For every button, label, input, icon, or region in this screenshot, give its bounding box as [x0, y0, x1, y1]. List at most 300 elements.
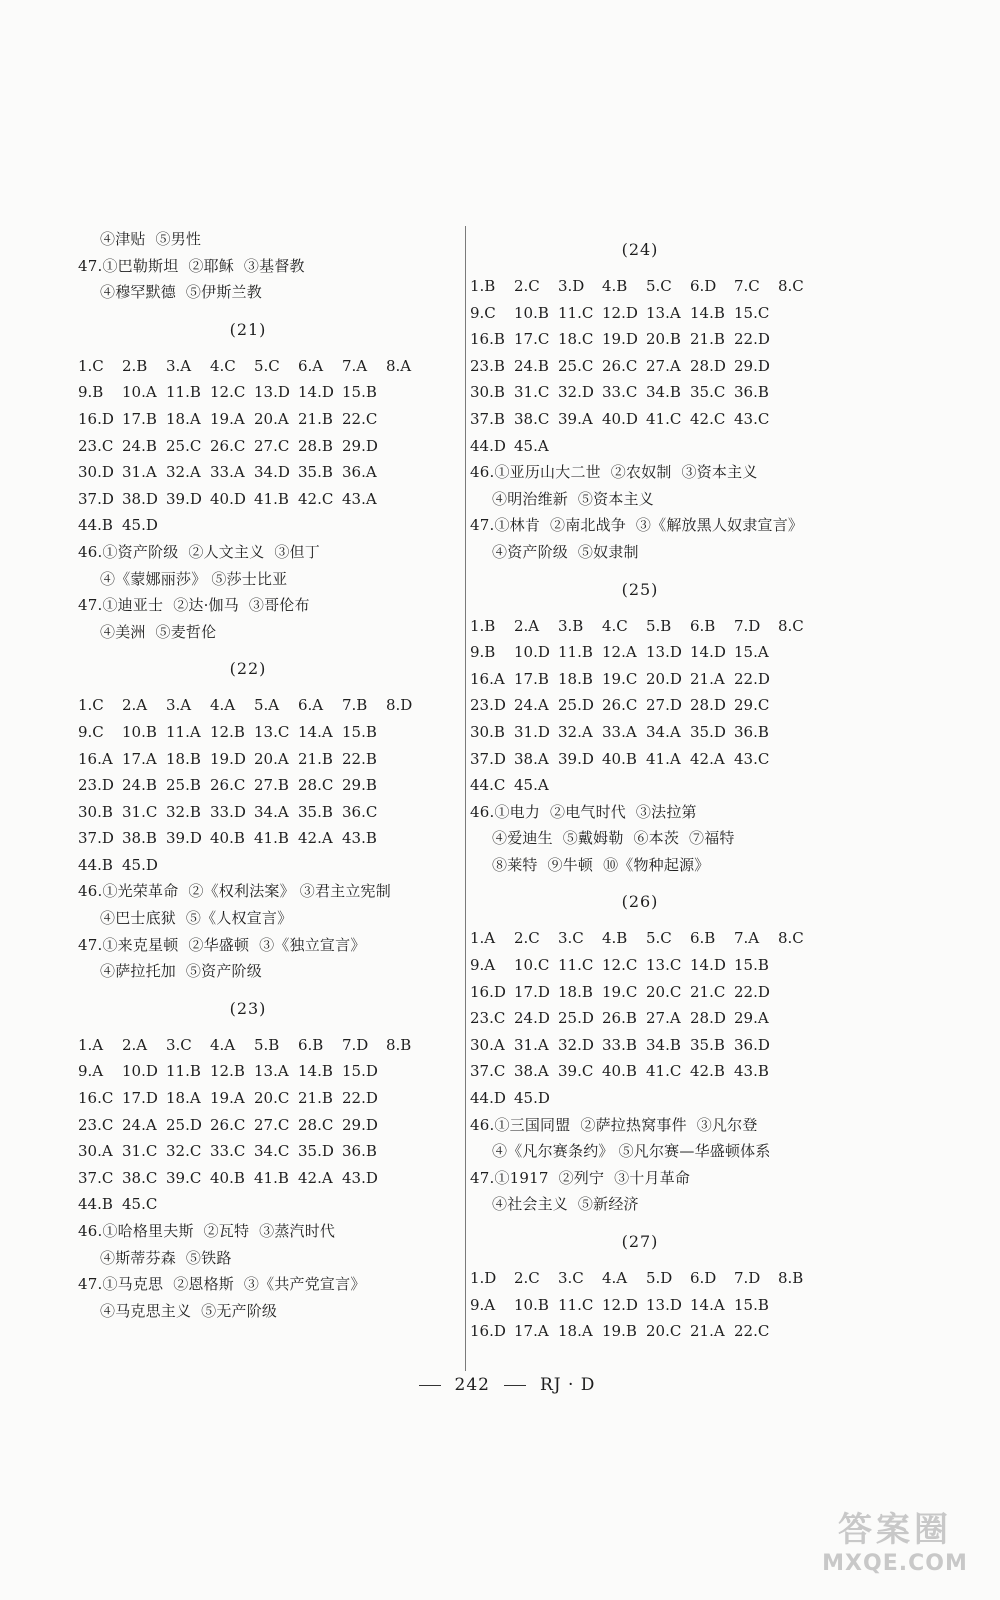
answer-grid [78, 692, 463, 878]
answer-cell: 1.A [78, 1035, 104, 1054]
answer-cell: 33.D [210, 802, 246, 821]
answer-cell: 39.C [166, 1168, 202, 1187]
answer-cell: 31.A [514, 1035, 549, 1054]
answer-cell: 4.B [602, 929, 628, 948]
answer-cell: 12.B [210, 722, 245, 741]
answer-cell: 37.B [470, 409, 505, 428]
answer-cell: 6.A [298, 696, 324, 715]
answer-line: 47.①马克思 ②恩格斯 ③《共产党宣言》 [78, 1275, 366, 1294]
answer-cell: 1.A [470, 929, 496, 948]
answer-cell: 7.B [342, 696, 368, 715]
answer-cell: 35.C [690, 383, 726, 402]
answer-cell: 2.B [122, 356, 148, 375]
answer-cell: 26.C [602, 356, 638, 375]
answer-cell: 23.C [78, 436, 114, 455]
answer-cell: 14.D [690, 956, 726, 975]
answer-cell: 34.B [646, 1035, 681, 1054]
answer-cell: 40.B [210, 1168, 245, 1187]
answer-line: ④巴士底狱 ⑤《人权宣言》 [100, 909, 293, 928]
answer-cell: 25.C [558, 356, 594, 375]
answer-cell: 24.A [122, 1115, 157, 1134]
answer-row [78, 799, 463, 826]
answer-line: ④社会主义 ⑤新经济 [492, 1195, 639, 1214]
answer-cell: 44.B [78, 1195, 113, 1214]
answer-cell: 4.C [602, 616, 628, 635]
answer-cell: 45.A [514, 776, 549, 795]
answer-cell: 6.B [298, 1035, 324, 1054]
answer-cell: 42.A [690, 749, 725, 768]
answer-cell: 4.A [210, 1035, 236, 1054]
answer-row [470, 1032, 870, 1059]
answer-row [470, 1318, 870, 1345]
answer-cell: 32.D [558, 1035, 594, 1054]
answer-cell: 42.B [690, 1062, 725, 1081]
answer-line: ⑧莱特 ⑨牛顿 ⑩《物种起源》 [492, 855, 710, 874]
answer-cell: 16.A [470, 669, 505, 688]
answer-row [78, 379, 463, 406]
answer-row [470, 300, 870, 327]
answer-cell: 22.D [734, 982, 770, 1001]
answer-cell: 39.C [558, 1062, 594, 1081]
answer-cell: 16.C [78, 1089, 114, 1108]
answer-cell: 13.D [254, 383, 290, 402]
answer-cell: 1.C [78, 696, 104, 715]
answer-cell: 8.B [778, 1269, 804, 1287]
answer-row [470, 613, 870, 640]
answer-row [78, 1165, 463, 1192]
answer-cell: 1.D [470, 1269, 497, 1287]
answer-cell: 36.D [734, 1035, 770, 1054]
answer-line: 47.①巴勒斯坦 ②耶稣 ③基督教 [78, 256, 305, 275]
answer-cell: 25.C [166, 436, 202, 455]
answer-cell: 35.B [298, 802, 333, 821]
answer-cell: 13.A [254, 1062, 289, 1081]
answer-cell: 37.D [78, 829, 114, 848]
answer-cell: 17.D [122, 1089, 158, 1108]
answer-row [470, 772, 870, 799]
answer-cell: 18.C [558, 330, 594, 349]
answer-cell: 2.C [514, 929, 540, 948]
answer-cell: 40.D [602, 409, 638, 428]
answer-cell: 24.D [514, 1009, 550, 1028]
answer-cell: 35.B [690, 1035, 725, 1054]
answer-row [470, 379, 870, 406]
answer-line: 47.①1917 ②列宁 ③十月革命 [470, 1168, 691, 1187]
answer-cell: 11.C [558, 303, 594, 322]
answer-cell: 24.B [122, 776, 157, 795]
answer-cell: 9.C [78, 722, 104, 741]
answer-cell: 36.B [734, 383, 769, 402]
answer-cell: 14.D [690, 643, 726, 662]
answer-cell: 5.A [254, 696, 280, 715]
answer-cell: 20.A [254, 409, 289, 428]
answer-cell: 44.C [470, 776, 506, 795]
answer-row [78, 459, 463, 486]
answer-cell: 28.D [690, 356, 726, 375]
answer-cell: 29.A [734, 1009, 769, 1028]
answer-row [78, 406, 463, 433]
answer-cell: 19.A [210, 409, 245, 428]
answer-cell: 22.D [734, 330, 770, 349]
answer-cell: 12.D [602, 303, 638, 322]
answer-cell: 23.D [78, 776, 114, 795]
answer-cell: 11.C [558, 956, 594, 975]
answer-cell: 19.C [602, 669, 638, 688]
answer-cell: 5.B [254, 1035, 280, 1054]
answer-row [470, 639, 870, 666]
answer-cell: 1.C [78, 356, 104, 375]
answer-cell: 32.D [558, 383, 594, 402]
answer-cell: 4.A [602, 1269, 628, 1287]
answer-cell: 38.A [514, 1062, 549, 1081]
answer-row [78, 746, 463, 773]
footer-code: RJ · D [539, 1375, 596, 1395]
answer-cell: 42.C [298, 489, 334, 508]
answer-cell: 9.B [78, 383, 104, 402]
answer-cell: 14.A [298, 722, 333, 741]
answer-line: ④资产阶级 ⑤奴隶制 [492, 542, 639, 561]
answer-cell: 15.B [734, 956, 769, 975]
answer-cell: 15.A [734, 643, 769, 662]
answer-cell: 14.B [690, 303, 725, 322]
answer-row [78, 719, 463, 746]
answer-cell: 41.C [646, 409, 682, 428]
answer-cell: 23.C [470, 1009, 506, 1028]
answer-row [78, 692, 463, 719]
answer-cell: 11.A [166, 722, 201, 741]
column-divider [465, 226, 466, 1371]
answer-row [78, 772, 463, 799]
answer-cell: 14.B [298, 1062, 333, 1081]
answer-cell: 26.C [210, 436, 246, 455]
watermark-bottom: MXQE.COM [822, 1551, 968, 1576]
watermark-logo [810, 1502, 980, 1582]
answer-cell: 9.A [470, 956, 496, 975]
answer-cell: 30.D [78, 463, 114, 482]
footer-dash [419, 1385, 441, 1386]
answer-cell: 11.B [166, 1062, 201, 1081]
answer-grid [78, 1032, 463, 1218]
answer-cell: 45.D [514, 1089, 550, 1108]
footer-dash [504, 1385, 526, 1386]
answer-line: ④马克思主义 ⑤无产阶级 [100, 1301, 278, 1320]
answer-cell: 45.C [122, 1195, 158, 1214]
answer-cell: 7.D [342, 1035, 369, 1054]
answer-cell: 20.B [646, 330, 681, 349]
answer-cell: 4.C [210, 356, 236, 375]
answer-cell: 11.B [166, 383, 201, 402]
page-number: 242 [454, 1375, 490, 1395]
answer-cell: 18.B [558, 982, 593, 1001]
answer-cell: 4.A [210, 696, 236, 715]
answer-cell: 28.B [298, 436, 333, 455]
page-footer [0, 1375, 1000, 1395]
section-heading: (25) [621, 579, 659, 599]
answer-cell: 2.A [122, 1035, 148, 1054]
answer-row [78, 852, 463, 879]
answer-cell: 17.B [122, 409, 157, 428]
answer-cell: 7.C [734, 277, 760, 295]
answer-cell: 39.D [166, 489, 202, 508]
answer-cell: 37.C [78, 1168, 114, 1187]
answer-cell: 31.C [122, 1142, 158, 1161]
answer-cell: 25.D [166, 1115, 202, 1134]
answer-grid [78, 353, 463, 539]
answer-cell: 32.A [166, 463, 201, 482]
answer-cell: 23.B [470, 356, 505, 375]
answer-cell: 16.D [470, 982, 506, 1001]
answer-row [78, 1058, 463, 1085]
answer-line: ④爱迪生 ⑤戴姆勒 ⑥本茨 ⑦福特 [492, 829, 735, 848]
answer-cell: 17.D [514, 982, 550, 1001]
answer-cell: 7.D [734, 616, 761, 635]
answer-row [470, 1265, 870, 1292]
answer-cell: 2.A [122, 696, 148, 715]
answer-cell: 31.C [122, 802, 158, 821]
section-heading: (27) [621, 1232, 659, 1251]
answer-cell: 36.A [342, 463, 377, 482]
answer-cell: 28.C [298, 776, 334, 795]
answer-cell: 18.A [558, 1322, 593, 1341]
answer-cell: 38.A [514, 749, 549, 768]
answer-cell: 36.B [342, 1142, 377, 1161]
answer-cell: 13.C [254, 722, 290, 741]
answer-row [470, 746, 870, 773]
answer-cell: 21.A [690, 669, 725, 688]
answer-cell: 19.D [602, 330, 638, 349]
answer-cell: 42.A [298, 1168, 333, 1187]
answer-cell: 43.D [342, 1168, 378, 1187]
answer-cell: 44.B [78, 516, 113, 535]
answer-cell: 17.B [514, 669, 549, 688]
answer-cell: 28.D [690, 696, 726, 715]
answer-cell: 3.C [166, 1035, 192, 1054]
answer-cell: 5.C [646, 277, 672, 295]
answer-cell: 6.D [690, 277, 717, 295]
answer-row [470, 326, 870, 353]
answer-cell: 40.B [602, 1062, 637, 1081]
answer-cell: 22.D [734, 669, 770, 688]
answer-cell: 18.A [166, 409, 201, 428]
answer-cell: 22.B [342, 749, 377, 768]
answer-cell: 16.A [78, 749, 113, 768]
answer-row [470, 273, 870, 300]
section-heading: (21) [229, 319, 267, 339]
answer-row [470, 925, 870, 952]
answer-cell: 34.D [254, 463, 290, 482]
answer-cell: 15.B [342, 722, 377, 741]
answer-row [78, 512, 463, 539]
answer-cell: 12.C [602, 956, 638, 975]
answer-cell: 1.B [470, 277, 496, 295]
answer-cell: 6.D [690, 1269, 717, 1287]
answer-row [78, 1138, 463, 1165]
answer-line: ④斯蒂芬森 ⑤铁路 [100, 1248, 232, 1267]
answer-grid [470, 273, 870, 459]
answer-cell: 32.B [166, 802, 201, 821]
answer-cell: 43.A [342, 489, 377, 508]
answer-cell: 24.A [514, 696, 549, 715]
answer-cell: 21.B [690, 330, 725, 349]
answer-cell: 34.A [254, 802, 289, 821]
answer-cell: 34.C [254, 1142, 290, 1161]
answer-cell: 15.B [342, 383, 377, 402]
answer-cell: 19.C [602, 982, 638, 1001]
answer-row [78, 353, 463, 380]
answer-cell: 10.D [514, 643, 550, 662]
answer-cell: 13.D [646, 1295, 682, 1314]
answer-cell: 19.D [210, 749, 246, 768]
answer-cell: 40.B [210, 829, 245, 848]
answer-cell: 9.A [78, 1062, 104, 1081]
answer-line: ④津贴 ⑤男性 [100, 230, 202, 248]
answer-cell: 6.B [690, 616, 716, 635]
answer-cell: 10.B [514, 303, 549, 322]
answer-cell: 37.D [78, 489, 114, 508]
answer-cell: 42.A [298, 829, 333, 848]
answer-cell: 20.C [646, 1322, 682, 1341]
answer-cell: 33.C [602, 383, 638, 402]
answer-cell: 17.C [514, 330, 550, 349]
answer-cell: 35.D [298, 1142, 334, 1161]
answer-row [470, 406, 870, 433]
answer-cell: 44.D [470, 436, 506, 455]
answer-cell: 2.C [514, 277, 540, 295]
answer-cell: 23.D [470, 696, 506, 715]
answer-row [78, 825, 463, 852]
answer-cell: 3.D [558, 277, 585, 295]
answer-cell: 44.B [78, 855, 113, 874]
answer-cell: 8.B [386, 1035, 412, 1054]
answer-cell: 10.B [122, 722, 157, 741]
answer-cell: 33.A [602, 722, 637, 741]
answer-row [78, 1032, 463, 1059]
answer-cell: 7.D [734, 1269, 761, 1287]
answer-row [470, 1058, 870, 1085]
answer-cell: 41.B [254, 1168, 289, 1187]
answer-cell: 25.D [558, 1009, 594, 1028]
answer-cell: 27.B [254, 776, 289, 795]
answer-cell: 11.C [558, 1295, 594, 1314]
answer-cell: 8.A [386, 356, 412, 375]
answer-cell: 31.D [514, 722, 550, 741]
answer-cell: 45.D [122, 516, 158, 535]
right-column [470, 226, 870, 1345]
answer-cell: 39.D [558, 749, 594, 768]
answer-cell: 13.D [646, 643, 682, 662]
answer-cell: 20.C [254, 1089, 290, 1108]
answer-cell: 29.B [342, 776, 377, 795]
answer-cell: 26.C [210, 776, 246, 795]
answer-cell: 44.D [470, 1089, 506, 1108]
answer-cell: 33.A [210, 463, 245, 482]
answer-cell: 17.A [514, 1322, 549, 1341]
answer-cell: 13.C [646, 956, 682, 975]
answer-row [78, 486, 463, 513]
answer-cell: 39.D [166, 829, 202, 848]
answer-cell: 29.D [342, 1115, 378, 1134]
answer-cell: 21.C [690, 982, 726, 1001]
answer-cell: 36.C [342, 802, 378, 821]
answer-cell: 31.C [514, 383, 550, 402]
answer-cell: 14.D [298, 383, 334, 402]
answer-cell: 32.A [558, 722, 593, 741]
answer-cell: 20.C [646, 982, 682, 1001]
answer-cell: 8.C [778, 929, 804, 948]
answer-cell: 14.A [690, 1295, 725, 1314]
answer-cell: 41.C [646, 1062, 682, 1081]
answer-cell: 33.C [210, 1142, 246, 1161]
answer-cell: 5.C [254, 356, 280, 375]
answer-cell: 24.B [514, 356, 549, 375]
answer-cell: 38.C [514, 409, 550, 428]
answer-cell: 18.B [558, 669, 593, 688]
answer-line: ④《凡尔赛条约》 ⑤凡尔赛—华盛顿体系 [492, 1142, 771, 1161]
answer-cell: 3.C [558, 929, 584, 948]
answer-cell: 22.D [342, 1089, 378, 1108]
answer-cell: 10.D [122, 1062, 158, 1081]
answer-row [470, 719, 870, 746]
answer-row [78, 1191, 463, 1218]
answer-cell: 8.C [778, 277, 804, 295]
answer-row [470, 433, 870, 460]
answer-row [470, 1085, 870, 1112]
answer-cell: 27.A [646, 1009, 681, 1028]
answer-cell: 30.B [470, 383, 505, 402]
answer-cell: 3.A [166, 696, 192, 715]
answer-row [470, 1005, 870, 1032]
answer-cell: 45.A [514, 436, 549, 455]
answer-cell: 27.A [646, 356, 681, 375]
answer-cell: 37.D [470, 749, 506, 768]
answer-cell: 3.C [558, 1269, 584, 1287]
answer-cell: 12.D [602, 1295, 638, 1314]
answer-cell: 41.B [254, 829, 289, 848]
answer-cell: 26.C [602, 696, 638, 715]
answer-cell: 7.A [734, 929, 760, 948]
answer-cell: 29.D [734, 356, 770, 375]
answer-cell: 18.B [166, 749, 201, 768]
answer-cell: 40.B [602, 749, 637, 768]
answer-cell: 12.A [602, 643, 637, 662]
answer-line: 47.①来克星顿 ②华盛顿 ③《独立宣言》 [78, 935, 366, 954]
answer-cell: 27.C [254, 1115, 290, 1134]
left-column [78, 226, 463, 1324]
answer-cell: 6.A [298, 356, 324, 375]
answer-row [470, 1292, 870, 1319]
answer-line: 46.①光荣革命 ②《权利法案》 ③君主立宪制 [78, 882, 391, 901]
answer-line: 46.①电力 ②电气时代 ③法拉第 [470, 802, 697, 821]
answer-cell: 40.D [210, 489, 246, 508]
answer-cell: 34.B [646, 383, 681, 402]
answer-cell: 34.A [646, 722, 681, 741]
answer-cell: 21.B [298, 409, 333, 428]
answer-cell: 8.C [778, 616, 804, 635]
answer-cell: 21.A [690, 1322, 725, 1341]
answer-cell: 30.A [78, 1142, 113, 1161]
section-heading: (26) [621, 892, 659, 912]
answer-cell: 17.A [122, 749, 157, 768]
answer-cell: 33.B [602, 1035, 637, 1054]
answer-cell: 29.C [734, 696, 770, 715]
answer-cell: 28.C [298, 1115, 334, 1134]
answer-cell: 10.C [514, 956, 550, 975]
answer-cell: 16.B [470, 330, 505, 349]
answer-cell: 31.A [122, 463, 157, 482]
answer-cell: 27.C [254, 436, 290, 455]
answer-cell: 12.C [210, 383, 246, 402]
answer-cell: 24.B [122, 436, 157, 455]
